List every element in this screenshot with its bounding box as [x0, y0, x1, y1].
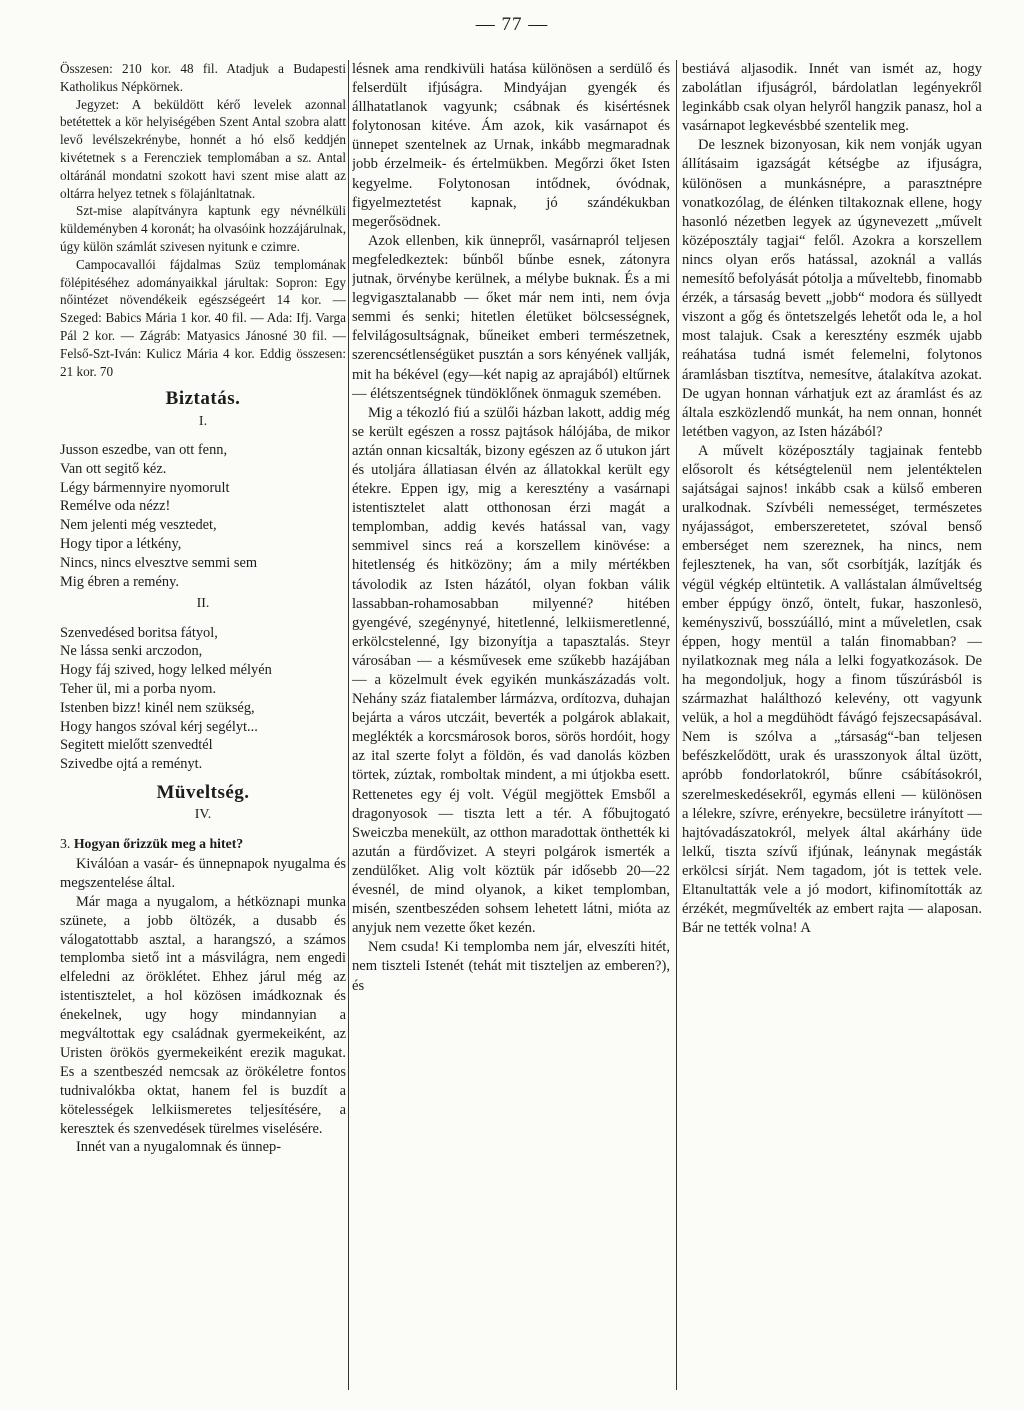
verse-line: Hogy hangos szóval kérj segélyt... — [60, 718, 258, 735]
poem-stanza-1 — [60, 441, 346, 591]
subsection-heading — [60, 835, 346, 853]
column-right — [682, 60, 982, 1400]
poem-section-2-numeral: II. — [196, 596, 210, 612]
paragraph: De lesznek bizonyosan, kik nem vonják ugyan állításaim igazságát kétségbe az ifjuságra, különösen a munkásnépre, a parasztnépre vonatkozólag, de élénken tiltakoznak ellene, hogy hasonló nézetben legyek az úgynevezett „művelt középosztály tagjai“ felől. Azokra a korszellem nincs olyan erős hatással, azoknál a vallás nemesítő befolyását pótolja a műveltebb, finomabb érzék, a társaság bevett „jobb“ modora és süllyedt viszont a gőg és öntetszelgés lehetőt oda le, a hol most talajuk. Csak a keresztény eszmék ujabb reáhatása tudná ismét felemelni, folytonos áramlásban tisztítva, nemesítve, átalakítva azokat. De ugyan honnan várhatjuk ezt az áramlást és az általa eszközlendő munkát, ha nem onnan, honnét letétben vagyon, az Isten házából? — [682, 137, 982, 440]
subsection-number: 3. — [60, 835, 71, 851]
verse-line: Hogy fáj szived, hogy lelked mélyén — [60, 662, 272, 679]
poem-title: Biztatás. — [165, 388, 241, 410]
column-middle — [352, 60, 670, 1400]
paragraph: Már maga a nyugalom, a hétköznapi munka szünete, a jobb öltözék, a dusabb és válogatottabb asztal, a harangszó, a számos templomba siető int a másvilágra, nem engedi elfeledni az öröklétet. Ehhez járul még az istentisztelet, a hol közösen imádkoznak és énekelnek, ugy hogy mindannyian a megváltottak egy családnak gyermekeiként, az Uristen örökös gyermekeiként erezik magukat. Es a szentbeszéd nemcsak az örökéletre fontos tudnivalókba oktat, hanem fel is buzdít a kötelességek lelkiismeretes teljesítésére, a keresztek és szenvedések türelmes viselésére. — [60, 893, 346, 1137]
paragraph-total: Összesen: 210 kor. 48 fil. Atadjuk a Budapesti Katholikus Népkörnek. — [60, 61, 346, 94]
verse-line: Hogy tipor a létkény, — [60, 535, 182, 552]
verse-line: Teher ül, mi a porba nyom. — [60, 681, 217, 697]
paragraph: Azok ellenben, kik ünnepről, vasárnapról teljesen megfeledkeztek: bűnből bűnbe esnek, zátonyra jutnak, örvénybe kerülnek, a mélybe buknak. És a mi legvigasztalanabb — őket már nem inti, nem óvja semmi és senki; hitetlen életüket bölcsességnek, felvilágosultságnak, bűneiket emberi természetnek, szerencsétlenségüket pusztán a sors kényének vallják, mit ha békével (egy—két napig az aprajából) eltűrnek — élétszentségnek tündöklőnek önmaguk szemében. — [352, 232, 670, 402]
paragraph: Mig a tékozló fiú a szülői házban lakott, addig még se került egészen a rossz pajtások hálójába, de mikor aztán onnan kicsalták, bizony egészen az ő utukon járt és utoljára állatiasan élvén az állatokkal került egy étekre. Eppen igy, mig a keresztény a vasárnapi istentisztelet alatt otthonosan érzi magát a templomban, addig kevés hatással van, vagy semmivel sincs reá a korszellem kinövése: a hitetlenség és hitközöny; ám a mily mértékben távolodik az Isten házától, olyan fokban válik lassabban-rohamosabban milyenné? hitében gyengévé, szegénynyé, hitetlenné, lelkiismeretlenné, erkölcstelenné, Igy bizonyítja a tapasztalás. Steyr városában — a késművesek eme szűkebb hazájában — a közelmult évek egyikén munkászázadás volt. Nehány száz fiatalember lármázva, ordítozva, duhajan bejárta a város utczáit, beverték a polgárok ablakait, meglékték a korcsmárosok boros, sörös hordóit, hogy az ital szerte folyt a földön, és vad danolás közben törtek, zúztak, romboltak mindent, a mi útjokba esett. Rettenetes egy éj volt. Végül megjöttek Emsből a dragonyosok — tiszta lett a tér. A főbujtogató Sweiczba menekült, az otthon maradottak önthették ki azután a fürdővizet. A steyri polgárok ismerték a zendülőket. Alig volt köztük pár idősebb 20—22 évesnél, de mind olyanok, a kiket templomban, misén, szentbeszéden sohsem lehetett látni, mióta az anyjuk nem vezette őket kezén. — [352, 404, 670, 937]
verse-line: Van ott segitő kéz. — [60, 460, 167, 477]
verse-line: Szenvedésed boritsa fátyol, — [60, 624, 218, 641]
paragraph: bestiává aljasodik. Innét van ismét az, hogy zabolátlan ifjuságról, bárdolatlan legényekről leginkább csak olyan helyről hangzik panasz, hol a vasárnapot legkevésbbé szentelik meg. — [682, 61, 982, 135]
paragraph: Innét van a nyugalomnak és ünnep- — [76, 1139, 282, 1156]
column-rule-left — [348, 60, 349, 1390]
verse-line: Ne lássa senki arczodon, — [60, 643, 203, 660]
paragraph: Nem csuda! Ki templomba nem jár, elveszíti hitét, nem tiszteli Istenét (tehát mit tiszteljen az emberen?), és — [352, 939, 670, 994]
verse-line: Istenben bizz! kinél nem szükség, — [60, 699, 255, 716]
verse-line: Nincs, nincs elvesztve semmi sem — [60, 554, 258, 571]
paragraph-mass-foundation: Szt-mise alapítványra kaptunk egy névnélküli küldeményben 4 koronát; ha olvasóink hozzájárulnak, úgy külön számlát szivesen nyitunk e czimre. — [60, 203, 346, 254]
verse-line: Légy bármennyire nyomorult — [60, 479, 230, 496]
section-numeral: IV. — [194, 807, 212, 823]
verse-line: Segitett mielőtt szenvedtél — [60, 737, 213, 754]
poem-section-1-numeral: I. — [198, 413, 208, 429]
verse-line: Nem jelenti még vesztedet, — [60, 517, 217, 534]
verse-line: Jusson eszedbe, van ott fenn, — [60, 441, 228, 458]
subsection-title: Hogyan őrizzük meg a hitet? — [73, 835, 244, 851]
section-title: Müveltség. — [156, 781, 250, 803]
verse-line: Szivedbe ojtá a reményt. — [60, 756, 203, 773]
verse-line: Remélve oda nézz! — [60, 498, 171, 515]
paragraph: Kiválóan a vasár- és ünnepnapok nyugalma és megszentelése által. — [60, 855, 346, 891]
verse-line: Mig ébren a remény. — [60, 573, 179, 590]
poem-stanza-2 — [60, 624, 346, 774]
paragraph-donations: Campocavallói fájdalmas Szüz templomának fölépitéséhez adományaikkal járultak: Sopron: Egy nőintézet növendékeik egészségeért 14 kor. — Szeged: Babics Mária 1 kor. 40 fil. — Ada: Ifj. Varga Pál 2 kor. — Zágráb: Matyasics Jánosné 30 fil. — Felső-Szt-Iván: Kulicz Mária 4 kor. Eddig összesen: 21 kor. 70 — [60, 256, 346, 379]
column-left — [60, 60, 346, 1400]
paragraph-note: Jegyzet: A beküldött kérő levelek azonnal betétettek a kör helyiségében Szent Antal szobra alatt levő levélszekrénybe, honnét a hó első keddjén kivétetnek s a Ferencziek templomában a sz. Antal oltáránál mondatni szokott havi szent mise alatt az oltárra helyez tetnek s fölajánltatnak. — [60, 96, 346, 201]
page-number: — 77 — — [475, 14, 549, 35]
column-rule-right — [676, 60, 677, 1390]
paragraph: lésnek ama rendkivüli hatása különösen a serdülő és felserdült ifjúságra. Mindyájan gyengék és állhatatlanok vagyunk; csábnak és kisértésnek folytonosan kitéve. Ám azok, kik vasárnapot és ünnepet szentelnek az Urnak, inkább megmaradnak jobb érzelmeik- és értelmükben. Megőrzi őket Isten kegyelme. Folytonosan intődnek, óvódnak, figyelmeztetést kapnak, jó szándékukban megerősödnek. — [352, 61, 670, 230]
paragraph: A művelt középosztály tagjainak fentebb elősorolt és kétségtelenül nem jelentéktelen sajátságai sajnos! inkább csak a külső emberen uralkodnak. Szívbéli nemességet, természetes nyájasságot, emberszeretetet, szóval benső emberséget nem szereznek, ha nincs, nem fejlesztenek, ha van, sőt csorbítják, lazítják és végül végkép eltüntetik. A vallástalan álműveltség ember éppúgy önző, öntelt, fukar, haszonlesö, keményszivű, bosszúálló, mint a műveletlen, csak éppen, hogy mentül a talán finomabban? — nyilatkoznak meg nála a lelki fogyatkozások. De ha megondoljuk, hogy a finom tűszúrásból is származhat halálthozó kelevény, ott vagyunk velük, a hol a megdühödt fávágó fejszecsapásával. Nem is szólva a „társaság“-ban teljesen befészkelődött, urak és urasszonyok által üzött, apróbb fondorlatokról, bűnre csábításokról, szerelmeskedésekről, egymás elleni — különösen a lélekre, szívre, erényekre, becsületre irányított — hajtóvadászatokról, melyek által akárhány üde lelkű, tiszta szívű ifjúnak, leánynak megásták erkölcsi sírját. Nem tagadom, jót is tettek vele. Eltanultatták vele a jó modort, kifinomították az érzékét, megművelték az embert rajta — alaposan. Bár ne tették volna! A — [682, 442, 982, 937]
